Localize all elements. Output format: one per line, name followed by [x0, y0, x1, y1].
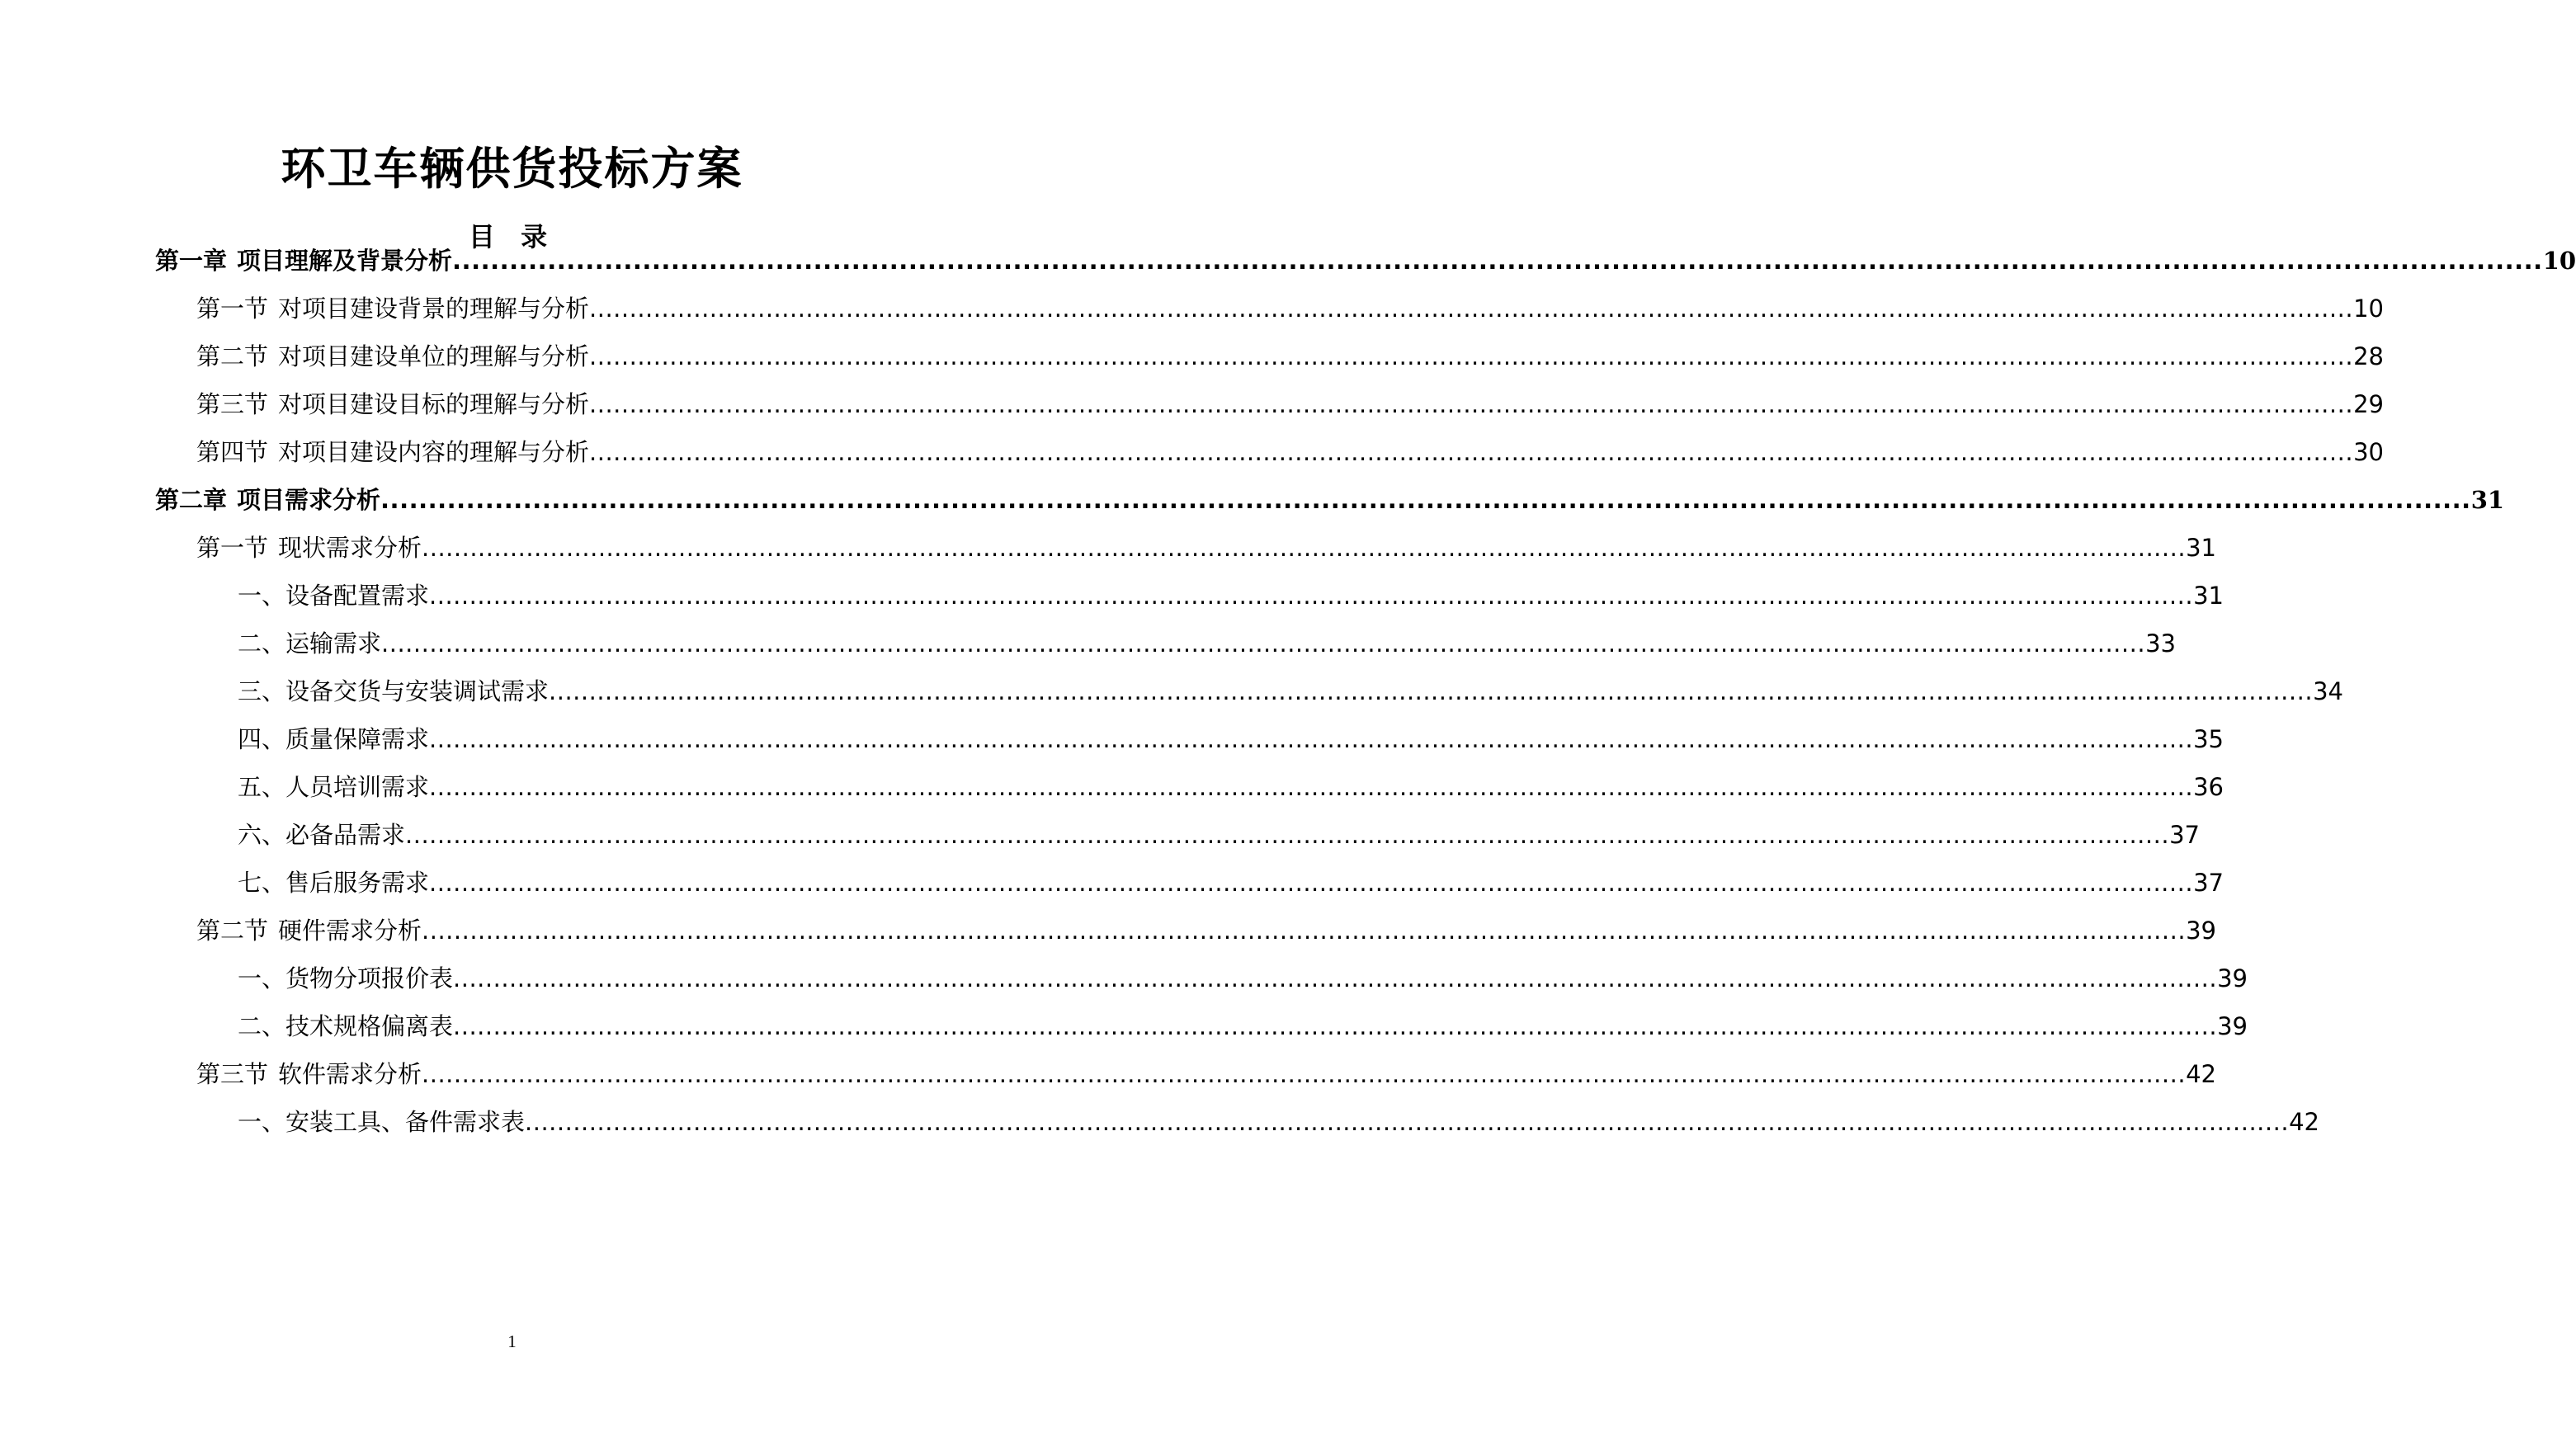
- toc-entry-text: 项目理解及背景分析: [237, 247, 453, 275]
- toc-entry-title: [238, 1006, 453, 1047]
- toc-entry-text: 硬件需求分析: [278, 917, 422, 945]
- toc-entry-label: 第二章: [155, 486, 228, 514]
- toc-entry-text: 技术规格偏离表: [285, 1012, 454, 1040]
- toc-dot-leader: ............................................................................................................................................................................................................................: [381, 629, 2146, 658]
- toc-entry-title: [196, 1053, 422, 1095]
- toc-entry-page: 29: [2353, 390, 2384, 418]
- toc-entry-text: 售后服务需求: [285, 869, 430, 897]
- toc-entry-title: [196, 384, 589, 425]
- toc-entry-label: 一、: [238, 1108, 286, 1136]
- toc-entry-text: 对项目建设单位的理解与分析: [278, 342, 590, 370]
- toc-entry-title: [238, 575, 429, 616]
- toc-entry-title: [196, 336, 589, 377]
- toc-dot-leader: ............................................................................................................................................................................................................................: [422, 917, 2187, 945]
- toc-dot-leader: ............................................................................................................................................................................................................................: [422, 534, 2187, 562]
- toc-dot-leader: ............................................................................................................................................................................................................................: [429, 869, 2194, 897]
- toc-entry-title: [238, 766, 429, 808]
- toc-dot-leader: ............................................................................................................................................................................................................................: [589, 295, 2354, 323]
- toc-dot-leader: ............................................................................................................................................................................................................................: [405, 821, 2170, 849]
- toc-dot-leader: ............................................................................................................................................................................................................................: [589, 438, 2354, 466]
- toc-entry-label: 四、: [238, 725, 286, 753]
- toc-entry-title: [238, 958, 453, 999]
- toc-entry-text: 必备品需求: [285, 821, 406, 849]
- toc-entry-label: 六、: [238, 821, 286, 849]
- toc-entry-title: [238, 623, 381, 664]
- toc-entry-label: 第一节: [196, 295, 269, 323]
- toc-entry[interactable]: [196, 527, 2216, 568]
- toc-entry-title: [196, 431, 589, 473]
- toc-entry[interactable]: [196, 384, 2384, 425]
- toc-entry-text: 项目需求分析: [237, 486, 381, 514]
- toc-entry-text: 对项目建设目标的理解与分析: [278, 390, 590, 418]
- toc-entry-text: 设备配置需求: [285, 582, 430, 610]
- toc-entry[interactable]: [155, 240, 2576, 281]
- toc-entry[interactable]: [238, 719, 2224, 760]
- toc-entry-title: [196, 288, 589, 329]
- toc-entry-text: 货物分项报价表: [285, 964, 454, 992]
- toc-entry-page: 36: [2193, 773, 2224, 801]
- toc-dot-leader: ............................................................................................................................................................................................................................: [380, 486, 2471, 514]
- toc-entry-title: [196, 527, 422, 568]
- toc-entry-label: 二、: [238, 629, 286, 658]
- toc-entry-page: 39: [2186, 917, 2216, 945]
- toc-entry-title: [238, 1101, 525, 1143]
- toc-dot-leader: ............................................................................................................................................................................................................................: [589, 342, 2354, 370]
- toc-entry[interactable]: [238, 671, 2343, 712]
- toc-heading: 目 录: [468, 221, 556, 252]
- toc-entry-page: 42: [2289, 1108, 2319, 1136]
- toc-entry-text: 质量保障需求: [285, 725, 430, 753]
- toc-entry-page: 28: [2353, 342, 2384, 370]
- toc-entry-title: [196, 910, 422, 951]
- toc-entry-label: 第三节: [196, 1060, 269, 1088]
- toc-dot-leader: ............................................................................................................................................................................................................................: [422, 1060, 2187, 1088]
- document-title: 环卫车辆供货投标方案: [281, 143, 743, 195]
- toc-entry-page: 34: [2313, 677, 2343, 705]
- toc-entry-title: [238, 862, 429, 903]
- toc-entry-text: 软件需求分析: [278, 1060, 422, 1088]
- toc-entry[interactable]: [238, 1006, 2248, 1047]
- toc-entry-page: 31: [2470, 486, 2505, 514]
- toc-dot-leader: ............................................................................................................................................................................................................................: [549, 677, 2314, 705]
- toc-entry[interactable]: [196, 336, 2384, 377]
- toc-entry-page: 42: [2186, 1060, 2216, 1088]
- toc-entry-text: 对项目建设背景的理解与分析: [278, 295, 590, 323]
- toc-entry-label: 三、: [238, 677, 286, 705]
- toc-entry-label: 第二节: [196, 342, 269, 370]
- toc-entry-label: 一、: [238, 964, 286, 992]
- toc-entry-label: 一、: [238, 582, 286, 610]
- toc-entry-page: 37: [2169, 821, 2200, 849]
- toc-entry-text: 对项目建设内容的理解与分析: [278, 438, 590, 466]
- toc-dot-leader: ............................................................................................................................................................................................................................: [429, 582, 2194, 610]
- toc-dot-leader: ............................................................................................................................................................................................................................: [525, 1108, 2290, 1136]
- toc-entry-label: 七、: [238, 869, 286, 897]
- toc-entry-page: 31: [2186, 534, 2216, 562]
- toc-entry[interactable]: [196, 1053, 2216, 1095]
- toc-entry[interactable]: [238, 958, 2248, 999]
- toc-entry-page: 31: [2193, 582, 2224, 610]
- toc-entry-label: 第三节: [196, 390, 269, 418]
- toc-entry[interactable]: [196, 431, 2384, 473]
- toc-entry-page: 37: [2193, 869, 2224, 897]
- toc-entry[interactable]: [196, 288, 2384, 329]
- page-number: 1: [507, 1332, 517, 1351]
- toc-entry-page: 35: [2193, 725, 2224, 753]
- toc-entry-page: 10: [2353, 295, 2384, 323]
- toc-entry-text: 安装工具、备件需求表: [285, 1108, 526, 1136]
- toc-entry-page: 30: [2353, 438, 2384, 466]
- toc-entry[interactable]: [238, 862, 2224, 903]
- toc-entry-title: [238, 814, 405, 855]
- toc-entry-label: 第一节: [196, 534, 269, 562]
- toc-entry-label: 第一章: [155, 247, 228, 275]
- toc-dot-leader: ............................................................................................................................................................................................................................: [452, 247, 2543, 275]
- toc-dot-leader: ............................................................................................................................................................................................................................: [453, 1012, 2218, 1040]
- toc-entry-title: [155, 240, 452, 281]
- toc-entry-page: 39: [2217, 964, 2248, 992]
- toc-entry-label: 第四节: [196, 438, 269, 466]
- toc-entry-text: 现状需求分析: [278, 534, 422, 562]
- toc-entry-title: [238, 671, 549, 712]
- toc-entry[interactable]: [238, 814, 2200, 855]
- toc-dot-leader: ............................................................................................................................................................................................................................: [429, 725, 2194, 753]
- toc-entry-label: 二、: [238, 1012, 286, 1040]
- toc-entry-page: 39: [2217, 1012, 2248, 1040]
- toc-entry[interactable]: [238, 623, 2176, 664]
- toc-entry-text: 人员培训需求: [285, 773, 430, 801]
- toc-entry-text: 设备交货与安装调试需求: [285, 677, 550, 705]
- toc-entry[interactable]: [196, 910, 2216, 951]
- toc-entry-label: 第二节: [196, 917, 269, 945]
- toc-entry-title: [238, 719, 429, 760]
- toc-dot-leader: ............................................................................................................................................................................................................................: [453, 964, 2218, 992]
- toc-entry[interactable]: [155, 479, 2505, 521]
- toc-entry-page: 33: [2145, 629, 2176, 658]
- toc-entry[interactable]: [238, 1101, 2319, 1143]
- toc-entry-label: 五、: [238, 773, 286, 801]
- toc-entry-page: 10: [2542, 247, 2576, 275]
- toc-dot-leader: ............................................................................................................................................................................................................................: [589, 390, 2354, 418]
- toc-entry-text: 运输需求: [285, 629, 382, 658]
- toc-entry[interactable]: [238, 766, 2224, 808]
- toc-entry-title: [155, 479, 380, 521]
- toc-entry[interactable]: [238, 575, 2224, 616]
- toc-dot-leader: ............................................................................................................................................................................................................................: [429, 773, 2194, 801]
